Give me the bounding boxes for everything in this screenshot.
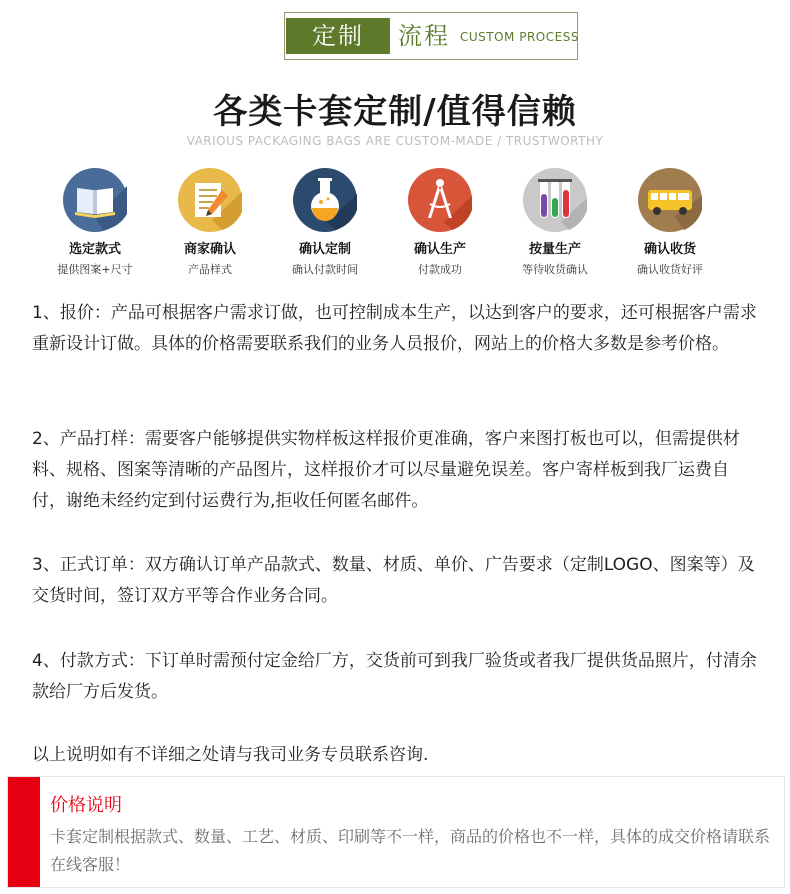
- price-note-accent-bar: [8, 777, 40, 887]
- step-title: 确认定制: [298, 242, 351, 257]
- price-note-text: 卡套定制根据款式、数量、工艺、材质、印刷等不一样，商品的价格也不一样，具体的成交价格请联系在线客服！: [50, 827, 771, 874]
- step-confirm-production: [380, 168, 500, 277]
- banner-primary-label: 定制: [286, 18, 390, 54]
- step-title: 选定款式: [68, 242, 121, 257]
- step-merchant-confirm: [150, 168, 270, 277]
- step-subtitle: 确认收货好评: [637, 263, 703, 276]
- step-select-style: [35, 168, 155, 277]
- page-title: 各类卡套定制/值得信赖: [213, 92, 577, 132]
- step-title: 按量生产: [528, 242, 581, 257]
- flask-icon: [293, 168, 357, 232]
- book-icon: [63, 168, 127, 232]
- step-subtitle: 付款成功: [418, 263, 462, 276]
- step-subtitle: 确认付款时间: [292, 263, 358, 276]
- price-note-title: 价格说明: [50, 795, 122, 816]
- step-mass-production: [495, 168, 615, 277]
- process-banner: [284, 12, 578, 60]
- step-confirm-receipt: [610, 168, 730, 277]
- banner-secondary-label: 流程: [398, 22, 450, 50]
- price-note-box: [7, 776, 785, 888]
- paragraph-sampling: 2、产品打样：需要客户能够提供实物样板这样报价更准确，客户来图打板也可以，但需提供材料、规格、图案等清晰的产品图片，这样报价才可以尽量避免误差。客户寄样板到我厂运费自付，谢绝未经约定到付运费行为,拒收任何匿名邮件。: [32, 429, 740, 511]
- test-tubes-icon: [523, 168, 587, 232]
- paragraph-payment: 4、付款方式：下订单时需预付定金给厂方，交货前可到我厂验货或者我厂提供货品照片，付清余款给厂方后发货。: [32, 651, 757, 702]
- process-steps: [35, 168, 755, 278]
- step-title: 确认收货: [643, 242, 696, 257]
- step-confirm-custom: [265, 168, 385, 277]
- step-title: 确认生产: [413, 242, 466, 257]
- bus-icon: [638, 168, 702, 232]
- document-pencil-icon: [178, 168, 242, 232]
- compass-icon: [408, 168, 472, 232]
- step-title: 商家确认: [183, 242, 236, 257]
- banner-english-label: CUSTOM PROCESS: [460, 30, 579, 44]
- step-subtitle: 等待收货确认: [522, 263, 588, 276]
- step-subtitle: 产品样式: [188, 263, 232, 276]
- page-subtitle: VARIOUS PACKAGING BAGS ARE CUSTOM-MADE / TRUSTWORTHY: [186, 134, 604, 148]
- paragraph-contact-note: 以上说明如有不详细之处请与我司业务专员联系咨询.: [32, 745, 429, 765]
- paragraph-formal-order: 3、正式订单：双方确认订单产品款式、数量、材质、单价、广告要求（定制LOGO、图案等）及交货时间，签订双方平等合作业务合同。: [32, 555, 755, 606]
- paragraph-quotation: 1、报价：产品可根据客户需求订做，也可控制成本生产，以达到客户的要求，还可根据客户需求重新设计订做。具体的价格需要联系我们的业务人员报价，网站上的价格大多数是参考价格。: [32, 303, 757, 354]
- step-subtitle: 提供图案+尺寸: [57, 263, 133, 276]
